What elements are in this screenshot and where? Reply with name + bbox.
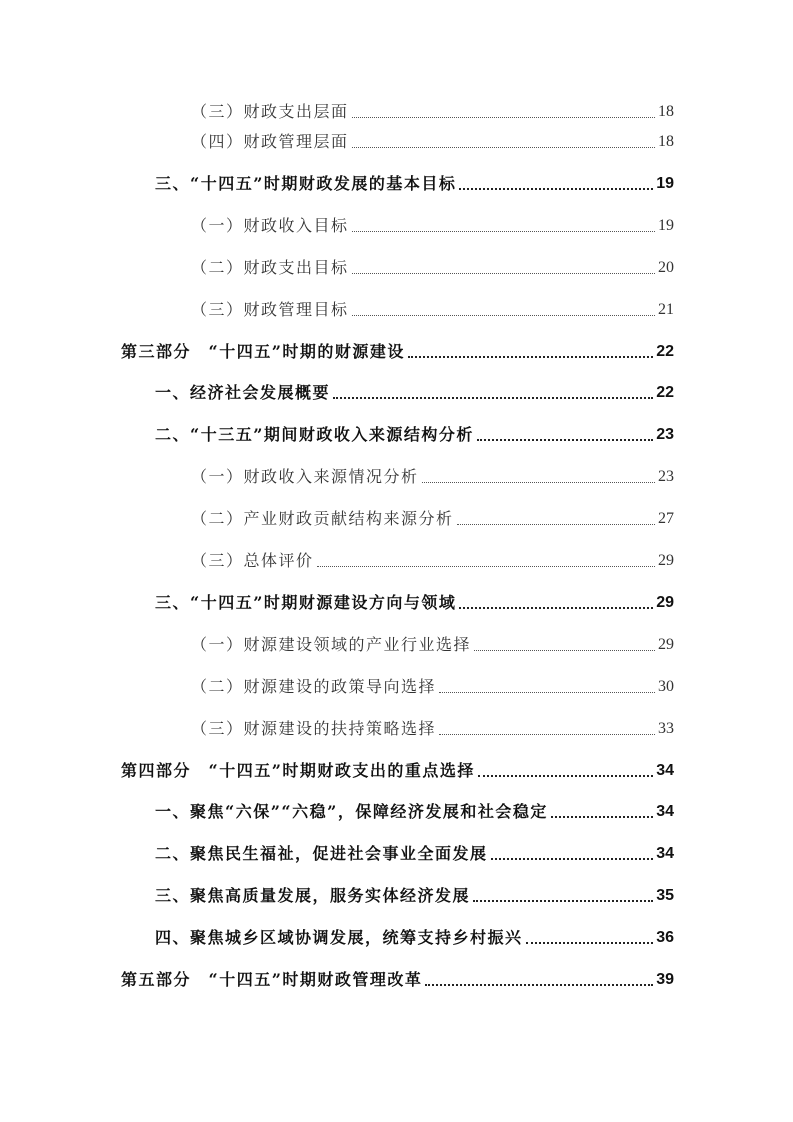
toc-page-number: 21 bbox=[658, 301, 674, 318]
toc-entry[interactable] bbox=[155, 800, 674, 824]
toc-entry[interactable] bbox=[155, 842, 674, 866]
toc-entry[interactable] bbox=[121, 968, 674, 992]
toc-page-number: 34 bbox=[656, 803, 674, 820]
toc-page-number: 19 bbox=[656, 175, 674, 192]
toc-leader-dots bbox=[491, 858, 654, 860]
toc-leader-dots bbox=[478, 775, 653, 777]
toc-entry-title: （一）财源建设领域的产业行业选择 bbox=[191, 635, 472, 654]
toc-page-number: 20 bbox=[658, 259, 674, 276]
toc-page-number: 33 bbox=[658, 720, 674, 737]
toc-page-number: 18 bbox=[658, 133, 674, 150]
toc-entry-title: 二、聚焦民生福祉，促进社会事业全面发展 bbox=[155, 844, 488, 863]
toc-leader-dots bbox=[457, 524, 655, 525]
toc-page-number: 27 bbox=[658, 510, 674, 527]
toc-leader-dots bbox=[459, 188, 653, 190]
toc-page-number: 23 bbox=[656, 426, 674, 443]
toc-entry[interactable] bbox=[121, 759, 674, 783]
toc-entry-title: （三）财政支出层面 bbox=[191, 102, 349, 121]
toc-entry-title: （二）产业财政贡献结构来源分析 bbox=[191, 509, 454, 528]
toc-entry[interactable] bbox=[155, 172, 674, 196]
toc-leader-dots bbox=[352, 231, 655, 232]
toc-page-number: 30 bbox=[658, 678, 674, 695]
toc-entry-title: 二、“十三五”期间财政收入来源结构分析 bbox=[155, 425, 474, 444]
toc-entry[interactable] bbox=[191, 214, 674, 238]
toc-entry-title: 三、“十四五”时期财政发展的基本目标 bbox=[155, 174, 457, 193]
toc-entry[interactable] bbox=[121, 340, 674, 364]
toc-leader-dots bbox=[352, 147, 655, 148]
toc-entry[interactable] bbox=[191, 549, 674, 573]
toc-entry-title: （二）财源建设的政策导向选择 bbox=[191, 677, 437, 696]
toc-entry-title: 一、经济社会发展概要 bbox=[155, 383, 331, 402]
toc-leader-dots bbox=[425, 984, 653, 986]
toc-page-number: 34 bbox=[656, 845, 674, 862]
toc-leader-dots bbox=[551, 816, 653, 818]
toc-entry[interactable] bbox=[155, 381, 674, 405]
toc-entry[interactable] bbox=[191, 465, 674, 489]
toc-page-number: 36 bbox=[656, 929, 674, 946]
toc-entry-title: （一）财政收入来源情况分析 bbox=[191, 467, 419, 486]
toc-entry[interactable] bbox=[191, 256, 674, 280]
toc-entry-title: （三）财政管理目标 bbox=[191, 300, 349, 319]
toc-leader-dots bbox=[459, 607, 653, 609]
toc-page-number: 29 bbox=[656, 594, 674, 611]
toc-entry[interactable] bbox=[191, 675, 674, 699]
toc-entry[interactable] bbox=[155, 926, 674, 950]
toc-leader-dots bbox=[422, 482, 655, 483]
toc-entry-title: 四、聚焦城乡区域协调发展，统筹支持乡村振兴 bbox=[155, 928, 523, 947]
toc-leader-dots bbox=[439, 734, 655, 735]
toc-page-number: 29 bbox=[658, 552, 674, 569]
toc-entry[interactable] bbox=[191, 130, 674, 154]
toc-entry[interactable] bbox=[191, 507, 674, 531]
toc-entry-title: 一、聚焦“六保”“六稳”，保障经济发展和社会稳定 bbox=[155, 802, 548, 821]
toc-page-number: 29 bbox=[658, 636, 674, 653]
toc-leader-dots bbox=[408, 356, 653, 358]
toc-leader-dots bbox=[352, 273, 655, 274]
toc-page-number: 18 bbox=[658, 103, 674, 120]
toc-leader-dots bbox=[474, 650, 655, 651]
toc-entry-title: （一）财政收入目标 bbox=[191, 216, 349, 235]
toc-page-number: 22 bbox=[656, 384, 674, 401]
toc-page-number: 35 bbox=[656, 887, 674, 904]
toc-entry[interactable] bbox=[155, 591, 674, 615]
toc-leader-dots bbox=[352, 117, 655, 118]
toc-entry-title: 第三部分 “十四五”时期的财源建设 bbox=[121, 342, 405, 361]
toc-leader-dots bbox=[352, 315, 655, 316]
toc-entry[interactable] bbox=[191, 633, 674, 657]
toc-entry-title: （三）财源建设的扶持策略选择 bbox=[191, 719, 437, 738]
toc-entry-title: （二）财政支出目标 bbox=[191, 258, 349, 277]
toc-page-number: 22 bbox=[656, 343, 674, 360]
toc-entry[interactable] bbox=[155, 884, 674, 908]
toc-leader-dots bbox=[473, 900, 653, 902]
toc-entry-title: （四）财政管理层面 bbox=[191, 132, 349, 151]
toc-leader-dots bbox=[477, 439, 653, 441]
toc-page-number: 34 bbox=[656, 762, 674, 779]
toc-leader-dots bbox=[439, 692, 655, 693]
toc-page-number: 39 bbox=[656, 971, 674, 988]
toc-entry[interactable] bbox=[191, 100, 674, 124]
toc-entry[interactable] bbox=[191, 298, 674, 322]
toc-entry[interactable] bbox=[191, 717, 674, 741]
toc-entry[interactable] bbox=[155, 423, 674, 447]
toc-entry-title: 第五部分 “十四五”时期财政管理改革 bbox=[121, 970, 423, 989]
toc-page-number: 23 bbox=[658, 468, 674, 485]
toc-entry-title: （三）总体评价 bbox=[191, 551, 314, 570]
toc-leader-dots bbox=[317, 566, 655, 567]
toc-page-number: 19 bbox=[658, 217, 674, 234]
toc-entry-title: 三、聚焦高质量发展，服务实体经济发展 bbox=[155, 886, 471, 905]
toc-entry-title: 三、“十四五”时期财源建设方向与领域 bbox=[155, 593, 457, 612]
toc-leader-dots bbox=[333, 397, 653, 399]
toc-leader-dots bbox=[526, 942, 654, 944]
toc-entry-title: 第四部分 “十四五”时期财政支出的重点选择 bbox=[121, 761, 475, 780]
